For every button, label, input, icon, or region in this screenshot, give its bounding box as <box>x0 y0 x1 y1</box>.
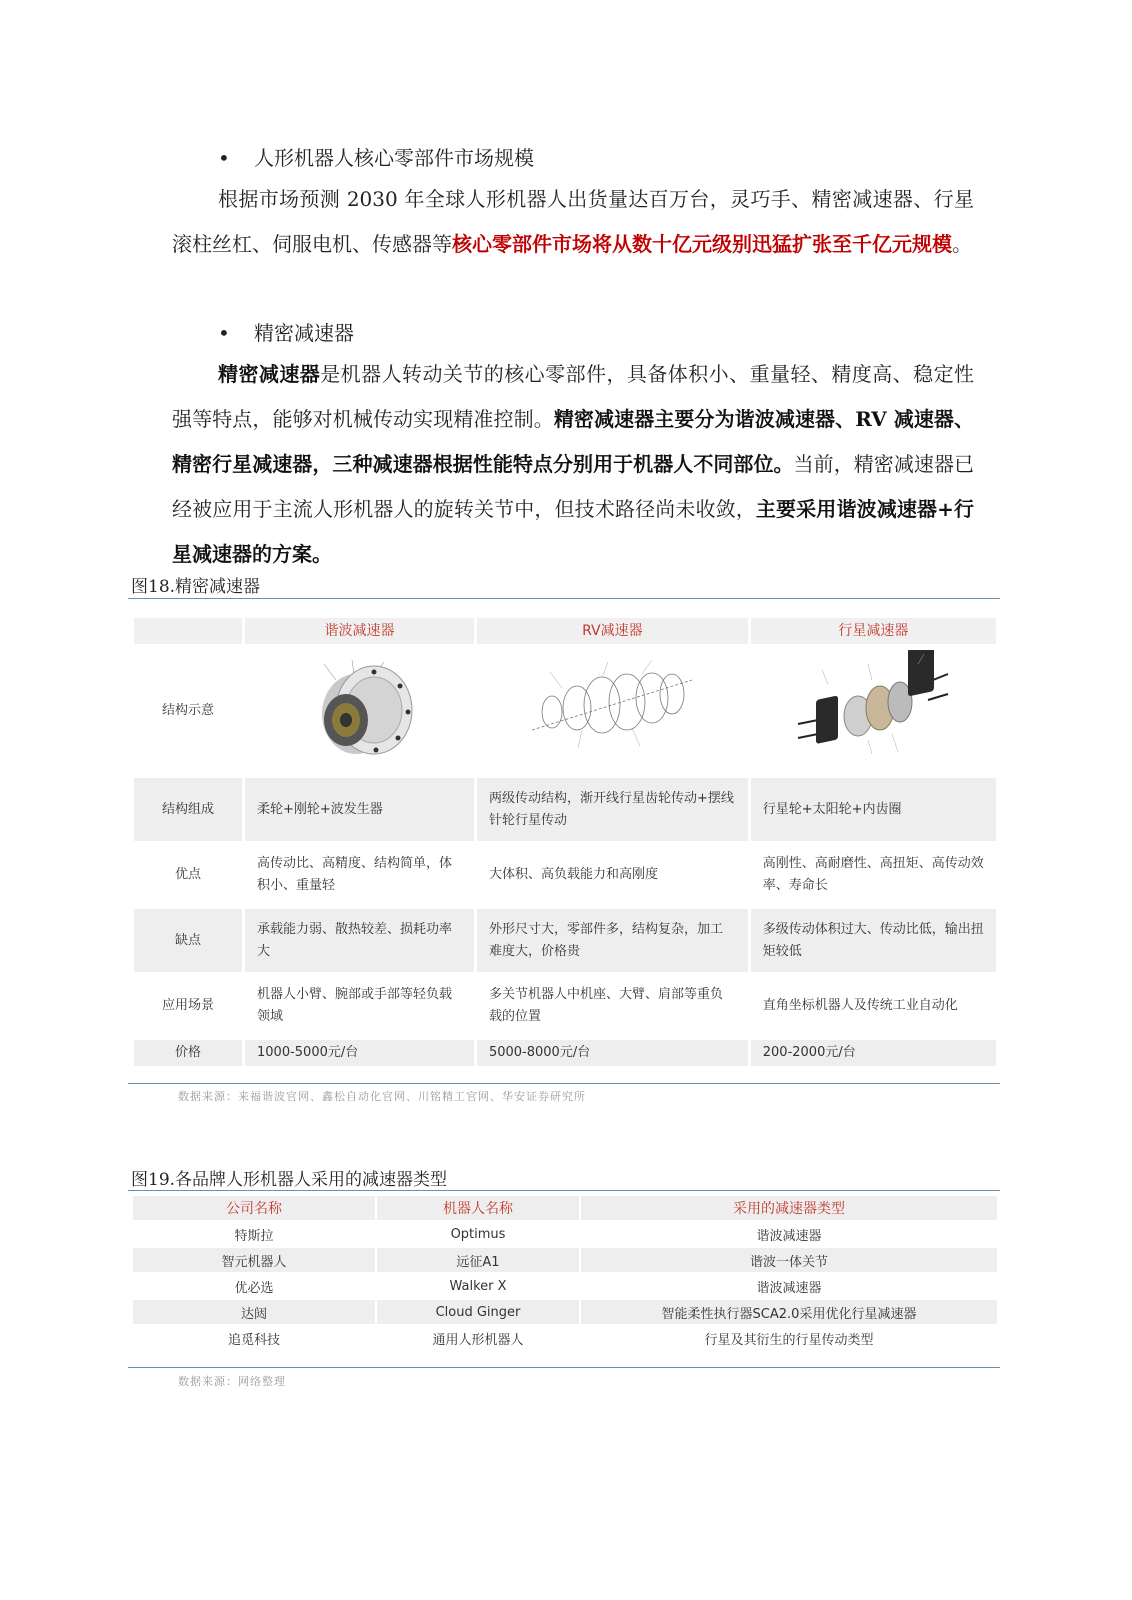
table-header-row <box>133 1196 997 1220</box>
table-cell: 达闼 <box>133 1300 375 1324</box>
row-label: 价格 <box>134 1040 242 1066</box>
table-row <box>134 975 996 1037</box>
bullet-mark: • <box>218 321 230 345</box>
header-cell-harmonic: 谐波减速器 <box>245 618 474 644</box>
table-cell: Cloud Ginger <box>377 1300 579 1324</box>
table-cell: 谐波一体关节 <box>581 1248 997 1272</box>
row-label: 缺点 <box>134 909 242 972</box>
paragraph-text: 根据市场预测 2030 年全球人形机器人出货量达百万台，灵巧手、精密减速器、行星滚柱丝杠、伺服电机、传感器等 <box>172 187 974 256</box>
paragraph-reducer-intro <box>172 352 974 577</box>
table-row-structure-diagram <box>134 647 996 775</box>
table-cell: 机器人小臂、腕部或手部等轻负载领域 <box>245 975 474 1037</box>
table-row <box>134 844 996 906</box>
paragraph-end: 。 <box>952 232 972 256</box>
figure-19-title: 图19.各品牌人形机器人采用的减速器类型 <box>131 1170 448 1190</box>
paragraph-text: 是机器人转动关节的核心零部件，具备体积小、重量轻、精度高、稳定性强等特点，能够对机械传动实现精准控制。 <box>172 362 975 431</box>
header-cell-reducer-type: 采用的减速器类型 <box>581 1196 997 1220</box>
table-row <box>133 1300 997 1324</box>
table-cell: 高传动比、高精度、结构简单，体积小、重量轻 <box>245 844 474 906</box>
row-label: 结构示意 <box>134 647 242 775</box>
table-cell: 高刚性、高耐磨性、高扭矩、高传动效率、寿命长 <box>751 844 996 906</box>
figure-19-bottom-rule <box>128 1367 1000 1368</box>
heading-text: 人形机器人核心零部件市场规模 <box>254 146 534 170</box>
table-cell: 追觅科技 <box>133 1326 375 1350</box>
header-cell-empty <box>134 618 242 644</box>
table-cell: 5000-8000元/台 <box>477 1040 748 1066</box>
bold-text: 精密减速器 <box>218 362 321 386</box>
table-row <box>134 909 996 972</box>
table-cell: 大体积、高负载能力和高刚度 <box>477 844 748 906</box>
table-row <box>133 1222 997 1246</box>
table-cell: 谐波减速器 <box>581 1222 997 1246</box>
table-cell: 多关节机器人中机座、大臂、肩部等重负载的位置 <box>477 975 748 1037</box>
figure-18-source: 数据来源：来福谐波官网、鑫松自动化官网、川铭精工官网、华安证券研究所 <box>178 1090 586 1103</box>
table-row <box>133 1248 997 1272</box>
table-row <box>133 1326 997 1350</box>
table-cell: 柔轮+刚轮+波发生器 <box>245 778 474 841</box>
row-label: 应用场景 <box>134 975 242 1037</box>
table-cell: 特斯拉 <box>133 1222 375 1246</box>
table-cell: 智能柔性执行器SCA2.0采用优化行星减速器 <box>581 1300 997 1324</box>
table-cell: 直角坐标机器人及传统工业自动化 <box>751 975 996 1037</box>
figure-18-title: 图18.精密减速器 <box>131 577 261 597</box>
table-cell: 承载能力弱、散热较差、损耗功率大 <box>245 909 474 972</box>
row-label: 优点 <box>134 844 242 906</box>
paragraph-text: 当前，精密减速器已经被应用于主流人形机器人的旋转关节中，但技术路径尚未收敛， <box>172 452 975 521</box>
table-cell: 通用人形机器人 <box>377 1326 579 1350</box>
table-row <box>133 1274 997 1298</box>
table-cell: 1000-5000元/台 <box>245 1040 474 1066</box>
table-cell: 智元机器人 <box>133 1248 375 1272</box>
bullet-heading-market-size <box>218 142 534 171</box>
figure-18-bottom-rule <box>128 1083 1000 1084</box>
table-cell: 行星轮+太阳轮+内齿圈 <box>751 778 996 841</box>
header-cell-company: 公司名称 <box>133 1196 375 1220</box>
table-cell: 多级传动体积过大、传动比低，输出扭矩较低 <box>751 909 996 972</box>
table-cell: Walker X <box>377 1274 579 1298</box>
heading-text: 精密减速器 <box>254 321 354 345</box>
table-row <box>134 778 996 841</box>
header-cell-rv: RV减速器 <box>477 618 748 644</box>
brand-reducer-table <box>131 1194 999 1352</box>
header-cell-planetary: 行星减速器 <box>751 618 996 644</box>
highlight-text: 核心零部件市场将从数十亿元级别迅猛扩张至千亿元规模 <box>452 232 952 256</box>
rv-reducer-image <box>477 647 748 775</box>
table-cell: 行星及其衍生的行星传动类型 <box>581 1326 997 1350</box>
bold-text: 主要采用谐波减速器+行星减速器的方案。 <box>172 497 975 566</box>
table-cell: 两级传动结构，渐开线行星齿轮传动+摆线针轮行星传动 <box>477 778 748 841</box>
reducer-comparison-table <box>131 615 999 1069</box>
table-cell: 外形尺寸大，零部件多，结构复杂，加工难度大，价格贵 <box>477 909 748 972</box>
bullet-heading-reducer <box>218 317 354 346</box>
table-cell: 谐波减速器 <box>581 1274 997 1298</box>
table-row <box>134 1040 996 1066</box>
table-cell: 远征A1 <box>377 1248 579 1272</box>
paragraph-market-forecast <box>172 177 974 267</box>
figure-19-top-rule <box>128 1190 1000 1191</box>
figure-19-source: 数据来源：网络整理 <box>178 1375 286 1388</box>
harmonic-reducer-image <box>245 647 474 775</box>
planetary-reducer-image <box>751 647 996 775</box>
bold-text: 精密减速器主要分为谐波减速器、RV 减速器、精密行星减速器，三种减速器根据性能特点分别用于机器人不同部位。 <box>172 407 975 476</box>
header-cell-robot: 机器人名称 <box>377 1196 579 1220</box>
table-header-row <box>134 618 996 644</box>
table-cell: 优必选 <box>133 1274 375 1298</box>
table-cell: Optimus <box>377 1222 579 1246</box>
row-label: 结构组成 <box>134 778 242 841</box>
figure-18-top-rule <box>128 598 1000 599</box>
bullet-mark: • <box>218 146 230 170</box>
table-cell: 200-2000元/台 <box>751 1040 996 1066</box>
